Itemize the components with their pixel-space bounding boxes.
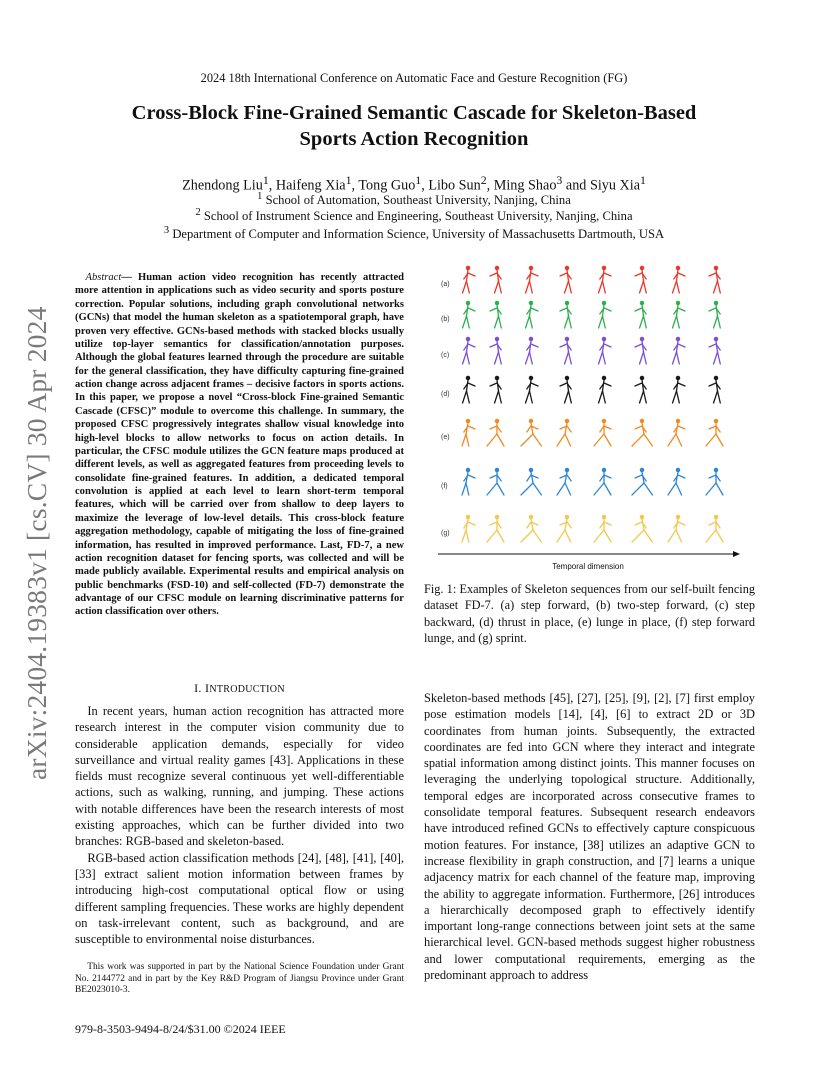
author-list: Zhendong Liu$^1$, Haifeng Xia$^1$, Tong Guo$^1$, Libo Sun$^2$, Ming Shao$^3$ and Siyu Xia$^1$ — [182, 173, 646, 194]
skeleton-figure — [635, 301, 646, 328]
row-label: (b) — [441, 316, 450, 323]
skeleton-figure — [632, 515, 652, 542]
skeleton-figure — [487, 468, 504, 495]
introduction-text — [75, 703, 404, 947]
skeleton-figure — [490, 376, 501, 403]
skeleton-figure — [706, 515, 723, 542]
skeleton-figure — [673, 376, 686, 403]
author-affil-sup: 1 — [640, 173, 646, 187]
temporal-axis-arrowhead — [733, 551, 740, 557]
skeleton-figure — [463, 266, 476, 293]
skeleton-figure — [706, 468, 723, 495]
skeleton-figure — [709, 301, 720, 328]
skeleton-figure — [594, 468, 611, 495]
skeleton-figure — [594, 515, 611, 542]
affiliation-3 — [0, 225, 828, 242]
author-affil-sup: 1 — [345, 173, 352, 187]
right-column-text — [424, 690, 755, 983]
row-label: (d) — [441, 391, 450, 398]
skeleton-figure — [599, 376, 612, 403]
affiliation-text: Department of Computer and Information Science, University of Massachusetts Dartmouth, USA — [172, 227, 665, 242]
skeleton-figure — [462, 515, 475, 542]
author-name: Libo Sun — [428, 177, 481, 194]
skeleton-figure — [673, 301, 686, 328]
figure-1 — [424, 262, 755, 574]
row-label: (f) — [441, 483, 448, 490]
skeleton-figure — [594, 419, 611, 446]
affiliation-1 — [0, 191, 828, 208]
skeleton-figure — [599, 301, 612, 328]
skeleton-figure — [521, 419, 541, 446]
skeleton-figure — [487, 515, 504, 542]
skeleton-figure — [526, 301, 539, 328]
skeleton-figure — [463, 337, 476, 364]
skeleton-sequence-figure — [424, 262, 755, 574]
skeleton-figure — [462, 468, 475, 495]
skeleton-figure — [560, 376, 571, 403]
affiliation-2 — [0, 207, 828, 224]
skeleton-figure — [632, 468, 652, 495]
abstract — [75, 271, 404, 619]
author-name: Haifeng Xia — [275, 177, 346, 194]
affiliation-sup: 3 — [163, 225, 170, 236]
author-name: Zhendong Liu — [182, 177, 263, 194]
skeleton-figure — [635, 337, 646, 364]
skeleton-figure — [463, 301, 476, 328]
skeleton-figure — [668, 515, 685, 542]
affiliation-text: School of Instrument Science and Engineering, Southeast University, Nanjing, China — [203, 209, 633, 224]
skeleton-figure — [463, 376, 476, 403]
section-heading-introduction — [75, 681, 404, 696]
skeleton-figure — [709, 376, 720, 403]
conference-header: 2024 18th International Conference on Automatic Face and Gesture Recognition (FG) — [200, 71, 628, 85]
skeleton-figure — [490, 337, 501, 364]
row-label: (c) — [441, 352, 450, 359]
skeleton-figure — [668, 468, 685, 495]
author-affil-sup: 3 — [556, 173, 563, 187]
abstract-lead: Abstract — [85, 272, 122, 283]
skeleton-figure — [635, 376, 646, 403]
author-name: Ming Shao — [493, 177, 557, 194]
row-label: (a) — [441, 281, 450, 288]
paragraph: Skeleton-based methods [45], [27], [25], [9], [2], [7] first employ pose estimation models [14], [4], [6] to extract 2D or 3D coordinates from human joints. Subsequently, the extracted coordinates are fed into GCN where they interact and integrate spatial information among distinct joints. This manner focuses on leveraging the underlying topological structure. Additionally, temporal edges are incorporated across consecutive frames to consolidate temporal features. Subsequent research endeavors have introduced refined GCNs to effectively capture conspicuous motion features. For instance, [38] utilizes an adaptive GCN to increase flexibility in graph construction, and [7] learns a unique adjacency matrix for each channel of the feature map, improving the ability to aggregate information. Furthermore, [26] introduces a hierarchically decomposed graph to effectively identify important long-range connections between joint sets at the same hierarchical level. GCN-based methods suggest higher robustness and lower computational requirements, emerging as the predominant approach to address — [424, 691, 755, 983]
author-affil-sup: 2 — [480, 173, 487, 187]
section-title-rest: NTRODUCTION — [209, 684, 285, 695]
skeleton-figure — [668, 419, 685, 446]
temporal-axis-label: Temporal dimension — [552, 562, 624, 571]
arxiv-identifier[interactable]: arXiv:2404.19383v1 [cs.CV] 30 Apr 2024 — [21, 306, 52, 780]
skeleton-figure — [526, 376, 539, 403]
skeleton-figure — [706, 419, 723, 446]
skeleton-figure — [635, 266, 646, 293]
row-label: (e) — [441, 434, 450, 441]
skeleton-figure — [521, 468, 541, 495]
skeleton-figure — [632, 419, 652, 446]
funding-footnote — [75, 962, 404, 997]
author-name: Siyu Xia — [589, 177, 640, 194]
affiliation-sup: 1 — [257, 191, 263, 202]
author-name: Tong Guo — [358, 177, 416, 194]
skeleton-figure — [462, 419, 475, 446]
skeleton-figure — [599, 266, 612, 293]
affiliation-text: School of Automation, Southeast University, Nanjing, China — [265, 193, 571, 208]
skeleton-figure — [526, 337, 539, 364]
author-affil-sup: 1 — [262, 173, 269, 187]
paper-title-line-1: Cross-Block Fine-Grained Semantic Cascade for Skeleton-Based — [131, 102, 697, 124]
skeleton-figure — [557, 468, 571, 495]
skeleton-figure — [709, 266, 720, 293]
paragraph: In recent years, human action recognition has attracted more research interest in the computer vision community due to considerable application demands, especially for video surveillance and virtual reality games [43]. Applications in these fields must recognize several continuous yet well-differentiable actions, such as walking, running, and jumping. These actions with notable differences have been the research interests of most existing approaches, which can be further divided into two branches: RGB-based and skeleton-based. — [75, 704, 404, 849]
author-affil-sup: 1 — [415, 173, 422, 187]
skeleton-figure — [599, 337, 612, 364]
paragraph: RGB-based action classification methods [24], [48], [41], [40], [33] extract salient motion information between frames by introducing high-cost computational optical flow or using different sampling frequencies. These works are highly dependent on task-irrelevant content, such as background, and are susceptible to environmental noise disturbances. — [75, 850, 404, 947]
paper-title-line-2: Sports Action Recognition — [299, 128, 529, 150]
skeleton-figure — [490, 301, 501, 328]
skeleton-figure — [526, 266, 539, 293]
skeleton-figure — [557, 515, 571, 542]
skeleton-figure — [521, 515, 541, 542]
section-number: I. — [194, 681, 206, 695]
affiliation-sup: 2 — [195, 207, 201, 218]
row-label: (g) — [441, 530, 450, 537]
skeleton-figure — [557, 419, 571, 446]
skeleton-figure — [560, 337, 571, 364]
skeleton-figure — [560, 266, 571, 293]
skeleton-figure — [673, 266, 686, 293]
skeleton-figure — [709, 337, 720, 364]
skeleton-figure — [487, 419, 504, 446]
section-title-initial: I — [205, 681, 210, 695]
skeleton-figure — [490, 266, 501, 293]
copyright-line: 979-8-3503-9494-8/24/$31.00 ©2024 IEEE — [75, 1022, 286, 1036]
footnote-text: This work was supported in part by the National Science Foundation under Grant No. 2144772 and in part by the Key R&D Program of Jiangsu Province under Grant BE2023010-3. — [75, 962, 404, 996]
skeleton-figure — [673, 337, 686, 364]
skeleton-figure — [560, 301, 571, 328]
abstract-text: — Human action video recognition has recently attracted more attention in applications such as video security and sports posture correction. Popular solutions, including graph convolutional networks (GCNs) that model the human skeleton as a spatiotemporal graph, have proven very effective. GCNs-based methods with stacked blocks usually utilize top-layer semantics for classification/annotation purposes. Although the global features learned through the procedure are suitable for the general classification, they have difficulty capturing fine-grained action change across adjacent frames – decisive factors in sports actions. In this paper, we propose a novel “Cross-block Fine-grained Semantic Cascade (CFSC)” module to overcome this challenge. In summary, the proposed CFSC progressively integrates shallow visual knowledge into high-level blocks to allow networks to focus on action details. In particular, the CFSC module utilizes the GCN feature maps produced at different levels, as well as aggregated features from proceeding levels to consolidate fine-grained features. In addition, a dedicated temporal convolution is applied at each level to learn short-term temporal features, which will be carried over from shallow to deep layers to maximize the leverage of low-level details. This cross-block feature aggregation methodology, capable of mitigating the loss of fine-grained information, has resulted in improved performance. Last, FD-7, a new action recognition dataset for fencing sports, was collected and will be made publicly available. Experimental results and empirical analysis on public benchmarks (FSD-10) and self-collected (FD-7) demonstrate the advantage of our CFSC module on learning discriminative patterns for action classification over others. — [75, 272, 404, 618]
figure-1-caption: Fig. 1: Examples of Skeleton sequences from our self-built fencing dataset FD-7. (a) step forward, (b) two-step forward, (c) step backward, (d) thrust in place, (e) lunge in place, (f) step forward lunge, and (g) sprint. — [424, 582, 755, 646]
paper-title — [60, 100, 768, 152]
